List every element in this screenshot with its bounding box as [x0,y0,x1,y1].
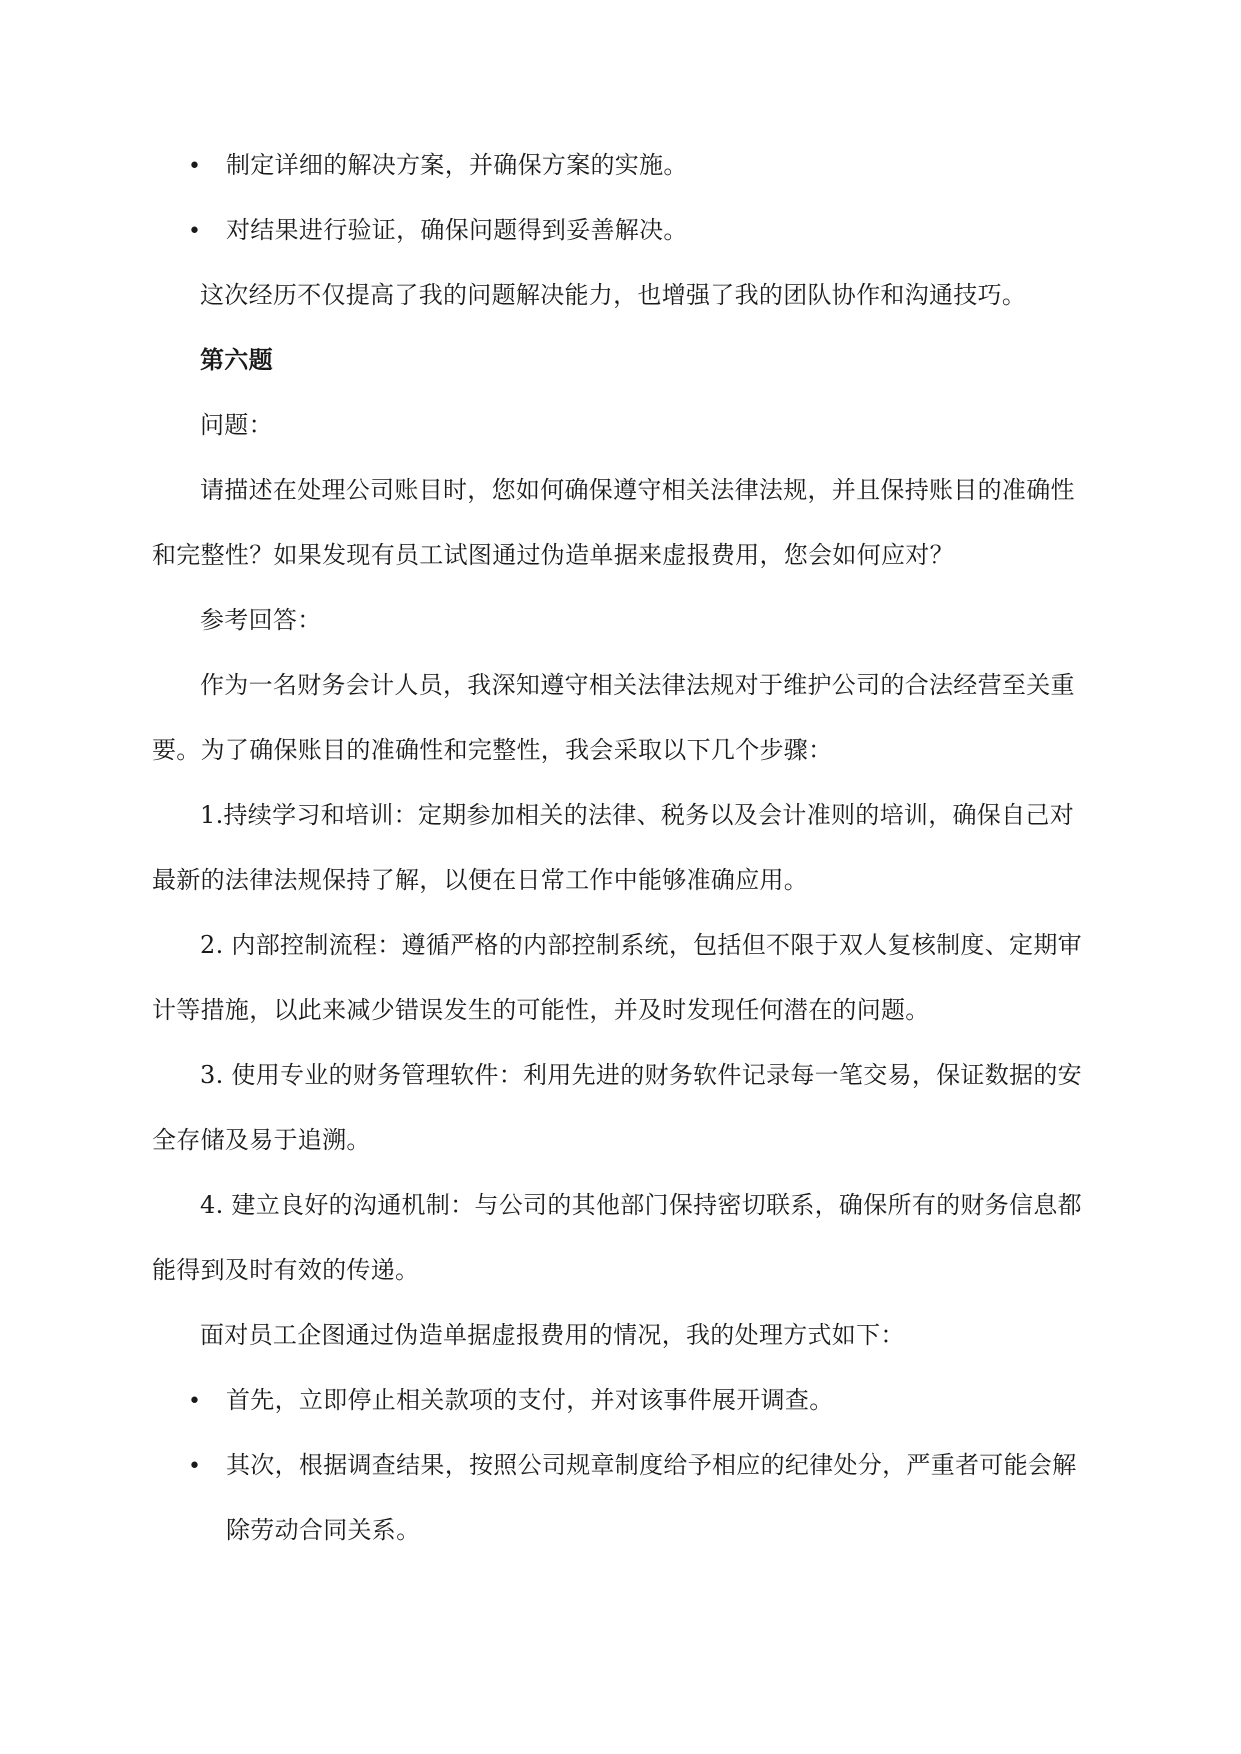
step-3-line-1: 3. 使用专业的财务管理软件：利用先进的财务软件记录每一笔交易，保证数据的安 [200,1061,1082,1089]
top-bullet-2: 对结果进行验证，确保问题得到妥善解决。 [226,216,688,244]
step-1-line-2: 最新的法律法规保持了解，以便在日常工作中能够准确应用。 [152,866,809,894]
answer-intro-line-2: 要。为了确保账目的准确性和完整性，我会采取以下几个步骤： [152,736,833,764]
step-1-line-1: 1.持续学习和培训：定期参加相关的法律、税务以及会计准则的培训，确保自己对 [200,801,1074,829]
fraud-bullet-1: 首先，立即停止相关款项的支付，并对该事件展开调查。 [226,1386,834,1414]
question-line-1: 请描述在处理公司账目时，您如何确保遵守相关法律法规，并且保持账目的准确性 [200,476,1075,504]
fraud-bullet-2-line-2: 除劳动合同关系。 [226,1516,421,1544]
step-2-line-2: 计等措施，以此来减少错误发生的可能性，并及时发现任何潜在的问题。 [152,996,930,1024]
step-4-line-1: 4. 建立良好的沟通机制：与公司的其他部门保持密切联系，确保所有的财务信息都 [200,1191,1082,1219]
bullet-icon: • [188,219,201,244]
answer-intro-line-1: 作为一名财务会计人员，我深知遵守相关法律法规对于维护公司的合法经营至关重 [200,671,1075,699]
bullet-icon: • [188,154,201,179]
bullet-icon: • [188,1454,201,1479]
answer-label: 参考回答： [200,606,322,634]
question-label: 问题： [200,411,273,439]
bullet-icon: • [188,1389,201,1414]
fraud-bullet-2-line-1: 其次，根据调查结果，按照公司规章制度给予相应的纪律处分，严重者可能会解 [226,1451,1077,1479]
section-heading: 第六题 [200,345,273,374]
step-2-line-1: 2. 内部控制流程：遵循严格的内部控制系统，包括但不限于双人复核制度、定期审 [200,931,1082,959]
fraud-intro: 面对员工企图通过伪造单据虚报费用的情况，我的处理方式如下： [200,1321,905,1349]
step-3-line-2: 全存储及易于追溯。 [152,1126,371,1154]
top-bullet-1: 制定详细的解决方案，并确保方案的实施。 [226,151,688,179]
step-4-line-2: 能得到及时有效的传递。 [152,1256,420,1284]
question-line-2: 和完整性？如果发现有员工试图通过伪造单据来虚报费用，您会如何应对？ [152,541,954,569]
closing-paragraph: 这次经历不仅提高了我的问题解决能力，也增强了我的团队协作和沟通技巧。 [200,281,1027,309]
